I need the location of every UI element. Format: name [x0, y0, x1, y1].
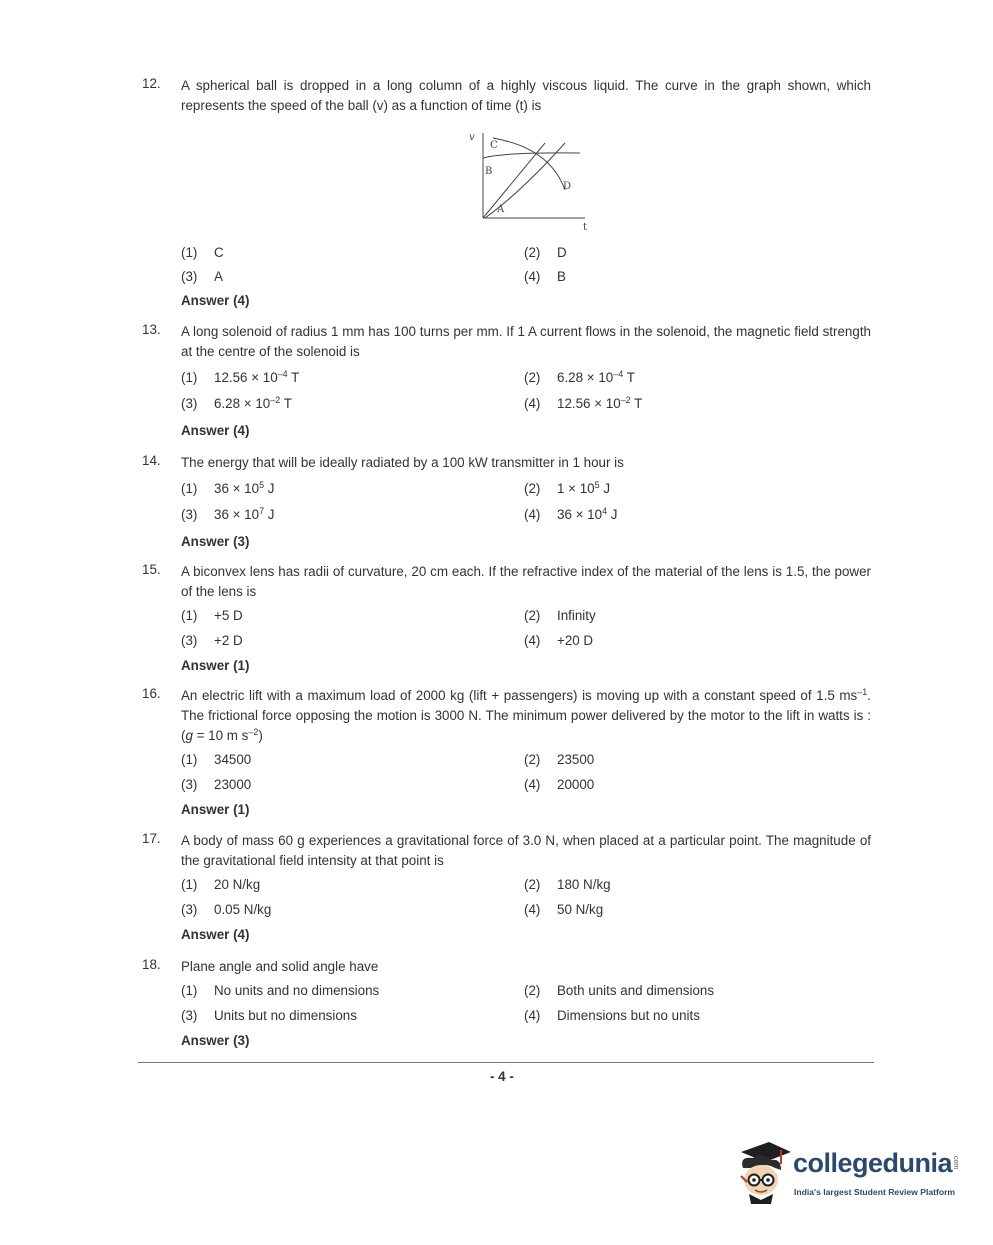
option-3: (3) $6.28 \times 10^{-2}$ T	[181, 395, 292, 411]
option-1: (1) +5 D	[181, 608, 243, 623]
option-4: (4) $12.56 \times 10^{-2}$ T	[524, 395, 643, 411]
question-text: Plane angle and solid angle have	[181, 959, 379, 974]
option-4: (4) $36 \times 10^4$ J	[524, 506, 618, 522]
question-text: A biconvex lens has radii of curvature, 20 cm each. If the refractive index of the material of the lens is 1.5, the power of the lens is	[181, 564, 871, 599]
mascot-icon	[735, 1138, 795, 1210]
answer: Answer (3)	[181, 1033, 250, 1048]
answer: Answer (1)	[181, 658, 250, 673]
option-2: (2) 180 N/kg	[524, 877, 611, 892]
logo-suffix: .com	[952, 1154, 959, 1170]
option-4: (4) +20 D	[524, 633, 594, 648]
option-4: (4) 20000	[524, 777, 595, 792]
option-2: (2) $1 \times 10^5$ J	[524, 480, 611, 496]
curve-label-b: B	[485, 166, 493, 177]
option-1: (1) C	[181, 245, 224, 260]
curve-b	[483, 153, 580, 158]
option-2: (2) D	[524, 245, 567, 260]
question-text: The energy that will be ideally radiated by a 100 kW transmitter in 1 hour is	[181, 455, 624, 470]
footer-divider	[138, 1062, 874, 1063]
answer: Answer (3)	[181, 534, 250, 549]
graph-y-axis-label: v	[469, 132, 475, 143]
collegedunia-logo	[735, 1138, 965, 1213]
option-4: (4) 50 N/kg	[524, 902, 604, 917]
curve-label-a: A	[497, 204, 505, 215]
option-1: (1) 34500	[181, 752, 252, 767]
curve-label-d: D	[563, 181, 572, 192]
graph-x-axis-label: t	[583, 222, 588, 233]
option-1: (1) $36 \times 10^5$ J	[181, 480, 275, 496]
curve-d	[493, 138, 565, 190]
logo-wordmark: collegedunia	[793, 1148, 953, 1178]
velocity-time-graph	[465, 128, 590, 233]
question-number: 16.	[142, 686, 161, 701]
question-number: 13.	[142, 322, 161, 337]
option-2: (2) Both units and dimensions	[524, 983, 715, 998]
option-1: (1) 20 N/kg	[181, 877, 261, 892]
option-3: (3) $36 \times 10^7$ J	[181, 506, 275, 522]
page-number: - 4 -	[490, 1069, 514, 1084]
option-3: (3) +2 D	[181, 633, 243, 648]
option-2: (2) 23500	[524, 752, 595, 767]
option-2: (2) $6.28 \times 10^{-4}$ T	[524, 369, 635, 385]
question-number: 18.	[142, 957, 161, 972]
option-3: (3) 0.05 N/kg	[181, 902, 272, 917]
answer: Answer (4)	[181, 293, 250, 308]
answer: Answer (1)	[181, 802, 250, 817]
option-3: (3) Units but no dimensions	[181, 1008, 357, 1023]
question-text: A long solenoid of radius 1 mm has 100 turns per mm. If 1 A current flows in the solenoid, the magnetic field strength at the centre of the solenoid is	[181, 324, 871, 359]
option-4: (4) Dimensions but no units	[524, 1008, 700, 1023]
option-4: (4) B	[524, 269, 566, 284]
question-number: 15.	[142, 562, 161, 577]
question-number: 12.	[142, 76, 161, 91]
answer: Answer (4)	[181, 927, 250, 942]
question-text: A spherical ball is dropped in a long column of a highly viscous liquid. The curve in the graph shown, which represents the speed of the ball (v) as a function of time (t) is	[181, 78, 871, 113]
curve-label-c: C	[490, 140, 498, 151]
question-number: 14.	[142, 453, 161, 468]
question-text: A body of mass 60 g experiences a gravitational force of 3.0 N, when placed at a particular point. The magnitude of the gravitational field intensity at that point is	[181, 833, 871, 868]
question-number: 17.	[142, 831, 161, 846]
option-1: (1) $12.56 \times 10^{-4}$ T	[181, 369, 300, 385]
question-text: An electric lift with a maximum load of 2000 kg (lift + passengers) is moving up with a constant speed of 1.5 $ms^{-1}$. The frictional force opposing the motion is 3000 N. The minimum power delivered by the motor to the lift in watts is : (g = 10 m $s^{-2}$)	[181, 687, 871, 743]
option-3: (3) A	[181, 269, 223, 284]
option-2: (2) Infinity	[524, 608, 596, 623]
answer: Answer (4)	[181, 423, 250, 438]
logo-tagline: India's largest Student Review Platform	[794, 1187, 956, 1197]
option-3: (3) 23000	[181, 777, 252, 792]
option-1: (1) No units and no dimensions	[181, 983, 380, 998]
